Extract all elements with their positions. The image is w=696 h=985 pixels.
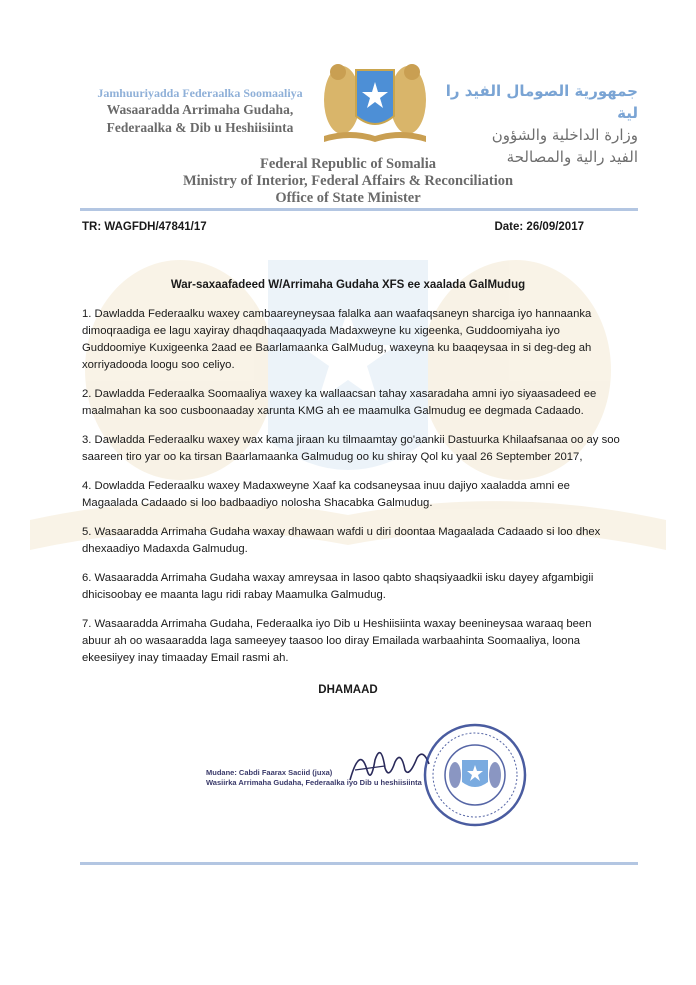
header-ministry-somali-2: Federaalka & Dib u Heshiisiinta	[106, 120, 294, 135]
header-ministry-arabic-2: الفيد رالية والمصالحة	[506, 148, 638, 166]
letter-body	[82, 306, 622, 679]
letter-subject: War-saxaafadeed W/Arrimaha Gudaha XFS ee xaalada GalMudug	[170, 279, 526, 291]
footer-divider	[80, 862, 638, 865]
header-divider	[80, 208, 638, 211]
header-arabic-block	[438, 80, 638, 168]
ministry-seal	[420, 720, 530, 830]
paragraph: 2. Dawladda Federaalka Soomaaliya waxey ka wallaacsan tahay xasaradaha amni iyo siyaasadeed ee maalmahan ka soo cusboonaaday xarunta KMG ah ee maamulka Galmudug ee degmada Cadaado.	[82, 388, 597, 417]
header-republic-english: Federal Republic of Somalia	[259, 156, 436, 172]
somalia-coat-of-arms-icon	[320, 58, 430, 148]
paragraph: 7. Wasaaradda Arrimaha Gudaha, Federaalka iyo Dib u Heshiisiinta waxay beenineysaa waraaq been abuur ah oo wasaaradda laga sameeyey taasoo loo diray Emailada warbaahinta Soomaaliya, loona ekeesiiyey inay timaaday Email rasmi ah.	[82, 618, 592, 664]
header-ministry-arabic-1: وزارة الداخلية والشؤون	[491, 126, 638, 144]
header-republic-somali: Jamhuuriyadda Federaalka Soomaaliya	[97, 86, 303, 100]
header-somali-block	[80, 86, 320, 137]
signatory-title: Wasiirka Arrimaha Gudaha, Federaalka iyo Dib u heshiisiinta	[206, 778, 422, 787]
letter-date: Date: 26/09/2017	[494, 221, 584, 233]
paragraph: 5. Wasaaradda Arrimaha Gudaha waxay dhawaan wafdi u diri doontaa Magaalada Cadaado si loo dhex dhexaadiyo Madaxda Galmudug.	[82, 526, 601, 555]
paragraph: 6. Wasaaradda Arrimaha Gudaha waxay amreysaa in lasoo qabto shaqsiyaadkii isku dayey afgambigii dhicisoobay ee maanta lagu ridi rabay Maamulka Galmudug.	[82, 572, 594, 601]
reference-number: TR: WAGFDH/47841/17	[82, 221, 207, 233]
paragraph: 1. Dawladda Federaalku waxey cambaareyneysaa falalka aan waafaqsaneyn sharciga iyo hannaanka dimoqraadiga ee lagu xayiray dhaqdhaqaaqyada Madaxweyne ku xigeenka, Guddoomiyaha iyo Guddoomiye Kuxigeenka 2aad ee Baarlamaanka GalMudug, waxeyna ku baaqeysaa in si deg-deg ah xorriyadooda loogu soo celiyo.	[82, 308, 592, 371]
paragraph: 4. Dowladda Federaalku waxey Madaxweyne Xaaf ka codsaneysaa inuu dajiyo xaaladda amni ee Magaalada Cadaado si loo badbaadiyo nolosha Shacabka Galmudug.	[82, 480, 570, 509]
header-office-english: Office of State Minister	[275, 190, 421, 206]
header-ministry-somali-1: Wasaaradda Arrimaha Gudaha,	[106, 102, 294, 117]
header-ministry-english: Ministry of Interior, Federal Affairs & Reconciliation	[182, 173, 514, 189]
signatory-name: Mudane: Cabdi Faarax Saciid (juxa)	[206, 768, 333, 777]
paragraph: 3. Dawladda Federaalku waxey wax kama jiraan ku tilmaamtay go'aankii Dastuurka Khilaafsanaa oo ay soo saareen tiro yar oo ka tirsan Baarlamaanka Galmudug oo ku shiray Qol ku yaal 26 September 2017,	[82, 434, 620, 463]
header-republic-arabic: جمهورية الصومال الفيد را لية	[445, 82, 638, 122]
closing-word: DHAMAAD	[318, 684, 378, 696]
